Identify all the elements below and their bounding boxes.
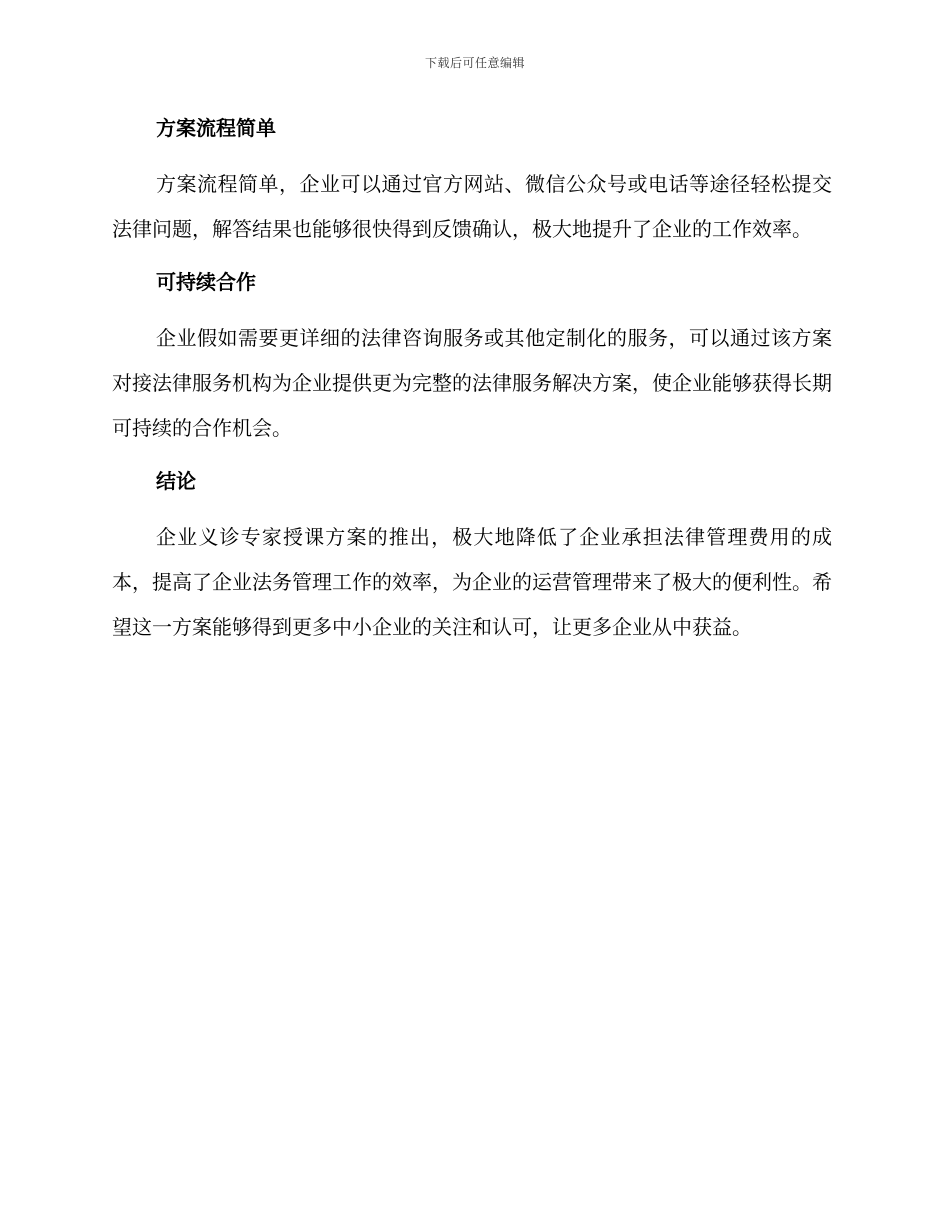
document-body (112, 110, 832, 650)
section-heading-conclusion: 结论 (156, 469, 196, 493)
page-header-note: 下载后可任意编辑 (424, 56, 525, 70)
section-heading-process: 方案流程简单 (156, 116, 276, 140)
section-paragraph-process: 方案流程简单，企业可以通过官方网站、微信公众号或电话等途径轻松提交法律问题，解答结果也能够很快得到反馈确认，极大地提升了企业的工作效率。 (112, 172, 832, 241)
section-paragraph-cooperation: 企业假如需要更详细的法律咨询服务或其他定制化的服务，可以通过该方案对接法律服务机构为企业提供更为完整的法律服务解决方案，使企业能够获得长期可持续的合作机会。 (112, 326, 832, 440)
section-paragraph-conclusion: 企业义诊专家授课方案的推出，极大地降低了企业承担法律管理费用的成本，提高了企业法务管理工作的效率，为企业的运营管理带来了极大的便利性。希望这一方案能够得到更多中小企业的关注和认可，让更多企业从中获益。 (112, 525, 832, 639)
section-heading-cooperation: 可持续合作 (156, 270, 256, 294)
